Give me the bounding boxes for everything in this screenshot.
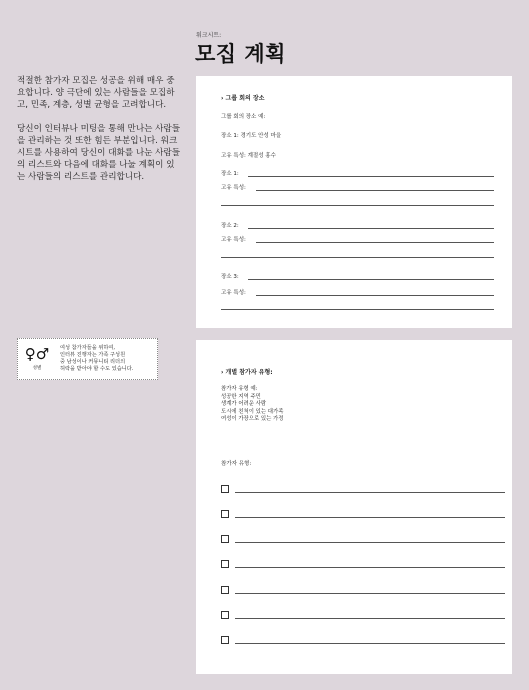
feature2-extra-line[interactable]	[221, 257, 494, 258]
place3-label: 장소 3:	[221, 274, 239, 280]
participant-example-item: 여성이 가장으로 있는 가정	[221, 416, 284, 422]
participant-types-label: 참가자 유형:	[221, 461, 252, 467]
participant-example-item: 성공한 지역 주민	[221, 393, 261, 400]
note-line-1: 여성 참가자들을 위하여,	[60, 345, 116, 351]
participant-type-line-3[interactable]	[235, 542, 505, 543]
gender-note-text	[60, 345, 133, 373]
feature2-label: 고유 특성:	[221, 237, 246, 243]
participant-type-line-4[interactable]	[235, 567, 505, 568]
group-example-label: 그룹 회의 장소 예:	[221, 114, 266, 120]
place2-label: 장소 2:	[221, 223, 239, 229]
note-line-2: 인터뷰 진행자는 가족 구성원	[60, 352, 126, 358]
participant-example-item: 도시에 친척이 있는 대가족	[221, 408, 284, 415]
participant-type-checkbox-1[interactable]	[221, 485, 229, 493]
participant-type-line-6[interactable]	[235, 618, 505, 619]
group-meeting-panel	[196, 76, 512, 328]
feature3-label: 고유 특성:	[221, 290, 246, 296]
place2-line[interactable]	[248, 228, 494, 229]
participant-type-checkbox-3[interactable]	[221, 535, 229, 543]
participant-type-line-1[interactable]	[235, 492, 505, 493]
gender-note-box	[17, 338, 158, 380]
worksheet-label: 워크시트:	[196, 32, 222, 39]
gender-label: 성별	[32, 366, 42, 371]
feature1-extra-line[interactable]	[221, 205, 494, 206]
participant-type-checkbox-7[interactable]	[221, 636, 229, 644]
group-example-place: 장소 1: 경기도 안성 마을	[221, 133, 282, 139]
feature2-line[interactable]	[256, 242, 494, 243]
participant-type-checkbox-5[interactable]	[221, 586, 229, 594]
feature1-line[interactable]	[256, 190, 494, 191]
intro-paragraph-1: 적절한 참가자 모집은 성공을 위해 매우 중요합니다. 양 극단에 있는 사람들을 모집하고, 민족, 계층, 성별 균형을 고려합니다.	[17, 76, 175, 110]
intro-text	[17, 75, 182, 195]
intro-paragraph-2: 당신이 인터뷰나 미팅을 통해 만나는 사람들을 관리하는 것 또한 힘든 부분입니다. 워크시트를 사용하여 당신이 대화를 나눈 사람들의 리스트와 다음에 대화를 나눌 계획이 있는 사람들의 리스트를 관리합니다.	[17, 124, 181, 182]
participant-type-line-7[interactable]	[235, 643, 505, 644]
participant-example-header: 참가자 유형 예:	[221, 386, 258, 392]
note-line-3: 중 남성이나 커뮤니티 리더의	[60, 359, 126, 365]
page-title: 모집 계획	[195, 42, 286, 66]
place3-line[interactable]	[248, 279, 494, 280]
place1-label: 장소 1:	[221, 171, 239, 177]
participant-type-line-5[interactable]	[235, 593, 505, 594]
group-example-feature: 고유 특성: 계절성 홍수	[221, 153, 276, 159]
feature3-line[interactable]	[256, 295, 494, 296]
individual-section-title: › 개별 참가자 유형:	[221, 369, 273, 376]
group-section-title: › 그룹 회의 장소	[221, 95, 265, 102]
participant-type-checkbox-4[interactable]	[221, 560, 229, 568]
gender-icon-group	[22, 347, 52, 371]
participant-type-checkbox-6[interactable]	[221, 611, 229, 619]
feature1-label: 고유 특성:	[221, 185, 246, 191]
participant-examples	[221, 386, 283, 424]
participant-type-line-2[interactable]	[235, 517, 505, 518]
note-line-4: 허락을 받아야 할 수도 있습니다.	[60, 366, 134, 372]
feature3-extra-line[interactable]	[221, 309, 494, 310]
individual-participant-panel	[196, 340, 512, 674]
gender-icon: ♀♂	[24, 345, 50, 363]
participant-type-checkbox-2[interactable]	[221, 510, 229, 518]
participant-example-item: 생계가 어려운 사람	[221, 401, 267, 407]
place1-line[interactable]	[248, 176, 494, 177]
